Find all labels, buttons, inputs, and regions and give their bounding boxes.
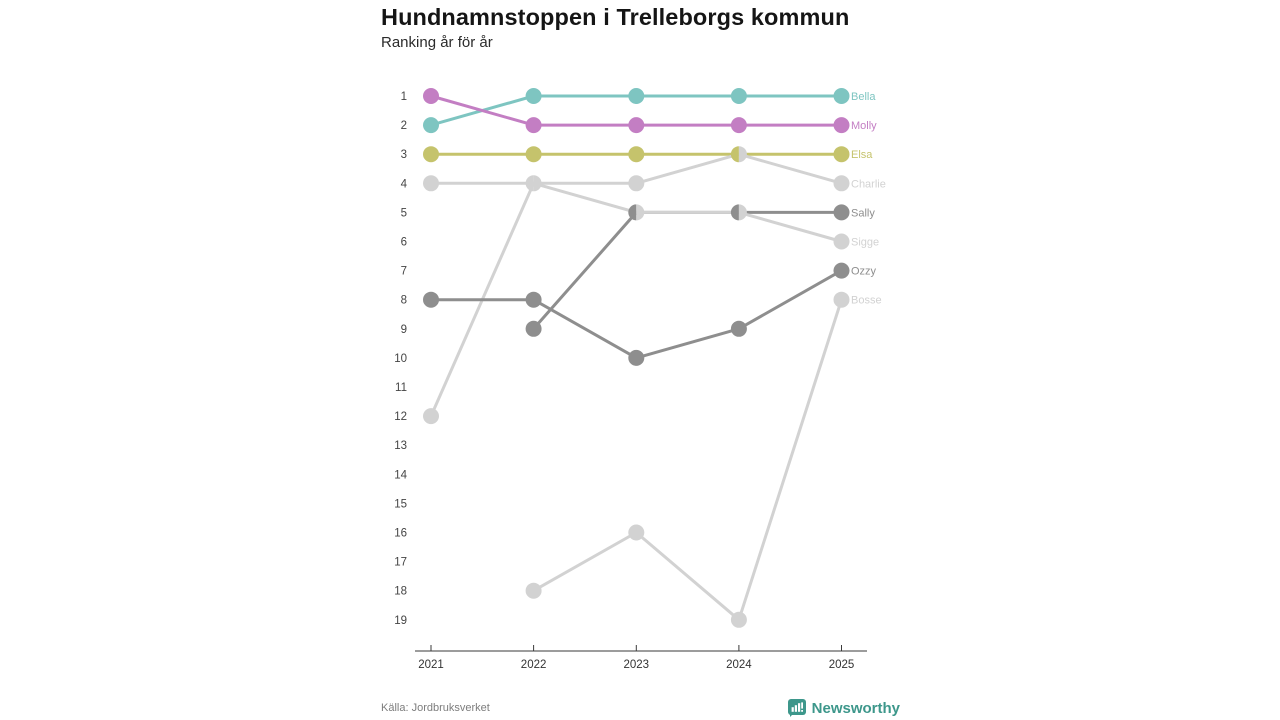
y-axis-rank-label: 1: [400, 91, 407, 103]
data-point-molly: [731, 117, 747, 133]
series-label-sally: Sally: [851, 207, 875, 220]
chart-card: [380, 0, 900, 720]
source-note: Källa: Jordbruksverket: [381, 702, 490, 714]
series-line-bosse: [534, 300, 842, 620]
y-axis-rank-label: 18: [394, 585, 407, 598]
y-axis-rank-label: 6: [400, 236, 407, 249]
data-point-bosse: [526, 583, 542, 599]
y-axis-rank-label: 7: [400, 265, 407, 278]
y-axis-rank-label: 2: [400, 120, 407, 133]
series-line-ozzy: [431, 271, 842, 358]
newsworthy-logo-icon: [788, 699, 806, 717]
chart-title: Hundnamnstoppen i Trelleborgs kommun: [381, 4, 850, 30]
data-point-ozzy: [526, 292, 542, 308]
y-axis-rank-label: 13: [394, 440, 407, 453]
data-point-elsa: [731, 146, 739, 162]
data-point-bella: [423, 117, 439, 133]
data-point-charlie: [628, 175, 644, 191]
newsworthy-brand-link[interactable]: [788, 699, 900, 717]
series-label-elsa: Elsa: [851, 149, 873, 162]
x-axis-year-label: 2022: [520, 659, 547, 671]
data-point-sigge: [834, 234, 850, 250]
data-point-charlie: [526, 175, 534, 191]
data-point-charlie: [423, 175, 439, 191]
data-point-bella: [526, 88, 542, 104]
x-axis-year-label: 2021: [418, 659, 444, 671]
data-point-elsa: [628, 146, 644, 162]
x-axis-year-label: 2023: [623, 659, 650, 671]
data-point-sigge: [739, 204, 747, 220]
y-axis-rank-label: 8: [400, 294, 407, 307]
data-point-molly: [423, 88, 439, 104]
series-label-ozzy: Ozzy: [851, 265, 877, 278]
data-point-sigge: [423, 408, 439, 424]
series-label-sigge: Sigge: [851, 236, 880, 249]
data-point-bosse: [731, 612, 747, 628]
series-label-bella: Bella: [851, 91, 876, 103]
data-point-elsa: [834, 146, 850, 162]
series-label-charlie: Charlie: [851, 178, 886, 191]
y-axis-rank-label: 19: [394, 614, 407, 627]
y-axis-rank-label: 3: [400, 149, 407, 162]
series-label-bosse: Bosse: [851, 294, 882, 307]
chart-footer: [381, 696, 900, 720]
series-label-molly: Molly: [851, 120, 877, 133]
data-point-molly: [526, 117, 542, 133]
y-axis-rank-label: 12: [394, 411, 407, 424]
data-point-sigge: [534, 175, 542, 191]
y-axis-rank-label: 17: [394, 556, 407, 569]
chart-subtitle: Ranking år för år: [381, 34, 493, 51]
data-point-bella: [834, 88, 850, 104]
y-axis-rank-label: 9: [400, 323, 407, 336]
newsworthy-wordmark: Newsworthy: [811, 699, 900, 717]
x-axis-year-label: 2024: [726, 659, 752, 671]
y-axis-rank-label: 14: [394, 469, 407, 482]
data-point-molly: [628, 117, 644, 133]
x-axis-year-label: 2025: [828, 659, 855, 671]
data-point-bella: [731, 88, 747, 104]
data-point-ozzy: [834, 263, 850, 279]
data-point-bosse: [834, 292, 850, 308]
data-point-bosse: [628, 525, 644, 541]
y-axis-rank-label: 15: [394, 498, 407, 511]
data-point-elsa: [526, 146, 542, 162]
y-axis-rank-label: 5: [400, 207, 407, 220]
data-point-ozzy: [423, 292, 439, 308]
data-point-ozzy: [628, 350, 644, 366]
data-point-elsa: [423, 146, 439, 162]
bump-chart: [380, 80, 900, 675]
data-point-sally: [731, 204, 739, 220]
data-point-bella: [628, 88, 644, 104]
data-point-sally: [834, 204, 850, 220]
data-point-charlie: [834, 175, 850, 191]
data-point-molly: [834, 117, 850, 133]
y-axis-rank-label: 10: [394, 352, 407, 365]
data-point-charlie: [739, 146, 747, 162]
data-point-ozzy: [731, 321, 747, 337]
y-axis-rank-label: 11: [395, 382, 407, 394]
y-axis-rank-label: 4: [400, 178, 407, 191]
data-point-sally: [526, 321, 542, 337]
data-point-sigge: [636, 204, 644, 220]
y-axis-rank-label: 16: [394, 527, 407, 540]
